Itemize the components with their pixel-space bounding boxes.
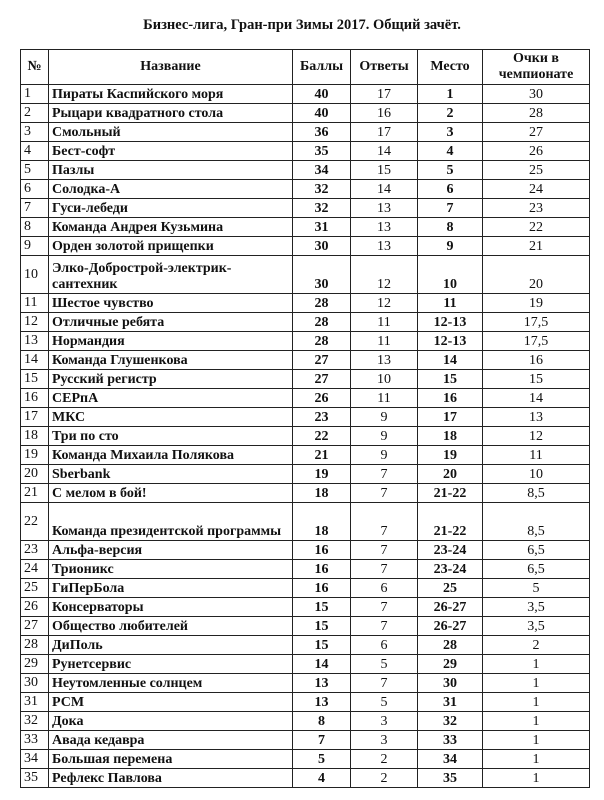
cell-champ: 6,5 xyxy=(483,541,590,560)
cell-name: Трионикс xyxy=(49,560,293,579)
col-header-name: Название xyxy=(49,50,293,85)
cell-name: С мелом в бой! xyxy=(49,484,293,503)
cell-num: 13 xyxy=(21,332,49,351)
cell-name: Общество любителей xyxy=(49,617,293,636)
table-row xyxy=(21,85,590,104)
cell-place: 6 xyxy=(418,180,483,199)
cell-name: ДиПоль xyxy=(49,636,293,655)
cell-points: 15 xyxy=(293,636,351,655)
cell-answers: 2 xyxy=(351,769,418,788)
table-row xyxy=(21,731,590,750)
cell-points: 22 xyxy=(293,427,351,446)
cell-answers: 14 xyxy=(351,142,418,161)
cell-champ: 15 xyxy=(483,370,590,389)
cell-place: 35 xyxy=(418,769,483,788)
cell-name: Рунетсервис xyxy=(49,655,293,674)
page-title: Бизнес-лига, Гран-при Зимы 2017. Общий зачёт. xyxy=(143,17,461,33)
cell-answers: 15 xyxy=(351,161,418,180)
cell-champ: 8,5 xyxy=(483,503,590,541)
cell-place: 30 xyxy=(418,674,483,693)
cell-points: 32 xyxy=(293,199,351,218)
cell-name: Консерваторы xyxy=(49,598,293,617)
cell-place: 26-27 xyxy=(418,617,483,636)
cell-name: Большая перемена xyxy=(49,750,293,769)
cell-place: 4 xyxy=(418,142,483,161)
cell-name: Русский регистр xyxy=(49,370,293,389)
table-row xyxy=(21,712,590,731)
cell-name: МКС xyxy=(49,408,293,427)
cell-num: 23 xyxy=(21,541,49,560)
cell-champ: 17,5 xyxy=(483,332,590,351)
cell-name: Sberbank xyxy=(49,465,293,484)
table-row xyxy=(21,750,590,769)
cell-place: 1 xyxy=(418,85,483,104)
cell-place: 15 xyxy=(418,370,483,389)
table-row xyxy=(21,180,590,199)
cell-name: Солодка-А xyxy=(49,180,293,199)
cell-place: 16 xyxy=(418,389,483,408)
table-row xyxy=(21,199,590,218)
table-row xyxy=(21,484,590,503)
table-row xyxy=(21,142,590,161)
table-row xyxy=(21,218,590,237)
cell-place: 9 xyxy=(418,237,483,256)
cell-num: 16 xyxy=(21,389,49,408)
cell-place: 23-24 xyxy=(418,541,483,560)
cell-place: 17 xyxy=(418,408,483,427)
cell-name: Неутомленные солнцем xyxy=(49,674,293,693)
cell-num: 14 xyxy=(21,351,49,370)
cell-name: Команда Глушенкова xyxy=(49,351,293,370)
cell-points: 32 xyxy=(293,180,351,199)
cell-answers: 3 xyxy=(351,731,418,750)
cell-answers: 11 xyxy=(351,389,418,408)
cell-answers: 9 xyxy=(351,427,418,446)
cell-points: 27 xyxy=(293,351,351,370)
cell-num: 21 xyxy=(21,484,49,503)
table-row xyxy=(21,332,590,351)
cell-points: 28 xyxy=(293,294,351,313)
cell-champ: 5 xyxy=(483,579,590,598)
cell-num: 8 xyxy=(21,218,49,237)
cell-num: 32 xyxy=(21,712,49,731)
cell-answers: 11 xyxy=(351,332,418,351)
cell-place: 19 xyxy=(418,446,483,465)
table-row xyxy=(21,427,590,446)
table-row xyxy=(21,123,590,142)
cell-num: 31 xyxy=(21,693,49,712)
cell-place: 12-13 xyxy=(418,332,483,351)
cell-place: 18 xyxy=(418,427,483,446)
cell-points: 8 xyxy=(293,712,351,731)
cell-place: 20 xyxy=(418,465,483,484)
cell-champ: 16 xyxy=(483,351,590,370)
cell-champ: 30 xyxy=(483,85,590,104)
cell-champ: 28 xyxy=(483,104,590,123)
cell-num: 20 xyxy=(21,465,49,484)
cell-answers: 17 xyxy=(351,123,418,142)
cell-champ: 1 xyxy=(483,655,590,674)
cell-place: 26-27 xyxy=(418,598,483,617)
cell-points: 13 xyxy=(293,674,351,693)
cell-place: 21-22 xyxy=(418,484,483,503)
cell-points: 18 xyxy=(293,484,351,503)
cell-name: ГиПерБола xyxy=(49,579,293,598)
table-row xyxy=(21,161,590,180)
cell-champ: 11 xyxy=(483,446,590,465)
results-table xyxy=(20,49,590,788)
cell-champ: 20 xyxy=(483,256,590,294)
cell-num: 15 xyxy=(21,370,49,389)
cell-points: 40 xyxy=(293,104,351,123)
cell-num: 9 xyxy=(21,237,49,256)
cell-num: 1 xyxy=(21,85,49,104)
cell-answers: 7 xyxy=(351,674,418,693)
cell-champ: 25 xyxy=(483,161,590,180)
cell-champ: 1 xyxy=(483,693,590,712)
cell-name: Отличные ребята xyxy=(49,313,293,332)
cell-place: 5 xyxy=(418,161,483,180)
cell-champ: 1 xyxy=(483,731,590,750)
cell-name: Смольный xyxy=(49,123,293,142)
cell-answers: 5 xyxy=(351,655,418,674)
cell-place: 12-13 xyxy=(418,313,483,332)
table-row xyxy=(21,655,590,674)
cell-name: Пираты Каспийского моря xyxy=(49,85,293,104)
cell-answers: 13 xyxy=(351,237,418,256)
cell-name: Гуси-лебеди xyxy=(49,199,293,218)
cell-place: 29 xyxy=(418,655,483,674)
col-header-answers: Ответы xyxy=(351,50,418,85)
cell-answers: 2 xyxy=(351,750,418,769)
cell-champ: 19 xyxy=(483,294,590,313)
table-row xyxy=(21,636,590,655)
cell-answers: 12 xyxy=(351,256,418,294)
col-header-champ: Очки в чемпионате xyxy=(483,50,590,85)
cell-name: Дока xyxy=(49,712,293,731)
cell-points: 27 xyxy=(293,370,351,389)
cell-num: 28 xyxy=(21,636,49,655)
cell-name: Команда Андрея Кузьмина xyxy=(49,218,293,237)
table-row xyxy=(21,351,590,370)
cell-place: 8 xyxy=(418,218,483,237)
cell-name: СЕРпА xyxy=(49,389,293,408)
cell-place: 10 xyxy=(418,256,483,294)
cell-answers: 6 xyxy=(351,579,418,598)
cell-answers: 13 xyxy=(351,199,418,218)
cell-num: 26 xyxy=(21,598,49,617)
cell-num: 33 xyxy=(21,731,49,750)
cell-place: 7 xyxy=(418,199,483,218)
cell-num: 7 xyxy=(21,199,49,218)
cell-answers: 7 xyxy=(351,503,418,541)
cell-champ: 10 xyxy=(483,465,590,484)
cell-champ: 6,5 xyxy=(483,560,590,579)
table-row xyxy=(21,294,590,313)
cell-champ: 1 xyxy=(483,712,590,731)
cell-answers: 3 xyxy=(351,712,418,731)
cell-num: 3 xyxy=(21,123,49,142)
cell-points: 7 xyxy=(293,731,351,750)
table-row xyxy=(21,370,590,389)
cell-place: 28 xyxy=(418,636,483,655)
cell-num: 19 xyxy=(21,446,49,465)
cell-answers: 13 xyxy=(351,218,418,237)
cell-num: 27 xyxy=(21,617,49,636)
cell-answers: 17 xyxy=(351,85,418,104)
table-row xyxy=(21,541,590,560)
table-row xyxy=(21,446,590,465)
table-header-row xyxy=(21,50,590,85)
cell-place: 32 xyxy=(418,712,483,731)
cell-champ: 23 xyxy=(483,199,590,218)
cell-place: 3 xyxy=(418,123,483,142)
table-row xyxy=(21,408,590,427)
table-row xyxy=(21,579,590,598)
cell-answers: 14 xyxy=(351,180,418,199)
cell-place: 11 xyxy=(418,294,483,313)
table-row xyxy=(21,598,590,617)
table-row xyxy=(21,693,590,712)
col-header-points: Баллы xyxy=(293,50,351,85)
cell-answers: 11 xyxy=(351,313,418,332)
cell-place: 23-24 xyxy=(418,560,483,579)
cell-num: 34 xyxy=(21,750,49,769)
cell-answers: 9 xyxy=(351,408,418,427)
table-row xyxy=(21,465,590,484)
cell-points: 14 xyxy=(293,655,351,674)
cell-points: 13 xyxy=(293,693,351,712)
cell-name: Авада кедавра xyxy=(49,731,293,750)
cell-champ: 14 xyxy=(483,389,590,408)
cell-name: Нормандия xyxy=(49,332,293,351)
cell-points: 15 xyxy=(293,617,351,636)
table-row xyxy=(21,769,590,788)
cell-points: 26 xyxy=(293,389,351,408)
cell-points: 4 xyxy=(293,769,351,788)
table-row xyxy=(21,237,590,256)
cell-place: 31 xyxy=(418,693,483,712)
cell-points: 18 xyxy=(293,503,351,541)
cell-name: Пазлы xyxy=(49,161,293,180)
cell-name: Три по сто xyxy=(49,427,293,446)
cell-answers: 7 xyxy=(351,484,418,503)
col-header-num: № xyxy=(21,50,49,85)
cell-answers: 12 xyxy=(351,294,418,313)
cell-champ: 3,5 xyxy=(483,617,590,636)
cell-name: Команда Михаила Полякова xyxy=(49,446,293,465)
table-row xyxy=(21,617,590,636)
cell-points: 34 xyxy=(293,161,351,180)
cell-champ: 26 xyxy=(483,142,590,161)
cell-points: 16 xyxy=(293,579,351,598)
cell-points: 28 xyxy=(293,332,351,351)
table-row xyxy=(21,256,590,294)
cell-answers: 7 xyxy=(351,617,418,636)
cell-name: Шестое чувство xyxy=(49,294,293,313)
cell-place: 25 xyxy=(418,579,483,598)
cell-champ: 13 xyxy=(483,408,590,427)
cell-num: 4 xyxy=(21,142,49,161)
cell-num: 22 xyxy=(21,503,49,541)
cell-num: 2 xyxy=(21,104,49,123)
cell-champ: 1 xyxy=(483,750,590,769)
cell-name: Бест-софт xyxy=(49,142,293,161)
cell-answers: 5 xyxy=(351,693,418,712)
cell-points: 16 xyxy=(293,560,351,579)
cell-champ: 1 xyxy=(483,674,590,693)
col-header-place: Место xyxy=(418,50,483,85)
cell-points: 19 xyxy=(293,465,351,484)
cell-place: 21-22 xyxy=(418,503,483,541)
cell-num: 35 xyxy=(21,769,49,788)
cell-name: Команда президентской программы xyxy=(49,503,293,541)
cell-points: 31 xyxy=(293,218,351,237)
cell-num: 6 xyxy=(21,180,49,199)
cell-points: 21 xyxy=(293,446,351,465)
cell-place: 34 xyxy=(418,750,483,769)
table-body xyxy=(21,85,590,788)
cell-name: Орден золотой прищепки xyxy=(49,237,293,256)
cell-num: 24 xyxy=(21,560,49,579)
cell-num: 11 xyxy=(21,294,49,313)
cell-place: 2 xyxy=(418,104,483,123)
cell-name: Рыцари квадратного стола xyxy=(49,104,293,123)
cell-place: 14 xyxy=(418,351,483,370)
cell-answers: 7 xyxy=(351,541,418,560)
cell-points: 30 xyxy=(293,237,351,256)
cell-answers: 13 xyxy=(351,351,418,370)
cell-points: 23 xyxy=(293,408,351,427)
cell-name: Рефлекс Павлова xyxy=(49,769,293,788)
table-row xyxy=(21,313,590,332)
cell-champ: 2 xyxy=(483,636,590,655)
cell-champ: 8,5 xyxy=(483,484,590,503)
cell-answers: 6 xyxy=(351,636,418,655)
cell-num: 5 xyxy=(21,161,49,180)
cell-answers: 9 xyxy=(351,446,418,465)
cell-points: 40 xyxy=(293,85,351,104)
cell-champ: 24 xyxy=(483,180,590,199)
cell-num: 17 xyxy=(21,408,49,427)
cell-num: 29 xyxy=(21,655,49,674)
cell-champ: 22 xyxy=(483,218,590,237)
cell-answers: 7 xyxy=(351,598,418,617)
cell-answers: 7 xyxy=(351,465,418,484)
cell-answers: 16 xyxy=(351,104,418,123)
cell-points: 30 xyxy=(293,256,351,294)
cell-points: 16 xyxy=(293,541,351,560)
cell-champ: 17,5 xyxy=(483,313,590,332)
cell-num: 10 xyxy=(21,256,49,294)
table-row xyxy=(21,104,590,123)
cell-answers: 10 xyxy=(351,370,418,389)
cell-points: 5 xyxy=(293,750,351,769)
table-row xyxy=(21,389,590,408)
cell-name: Элко-Добрострой-электрик-сантехник xyxy=(49,256,293,294)
table-row xyxy=(21,560,590,579)
cell-champ: 21 xyxy=(483,237,590,256)
cell-answers: 7 xyxy=(351,560,418,579)
table-row xyxy=(21,674,590,693)
cell-champ: 27 xyxy=(483,123,590,142)
cell-champ: 3,5 xyxy=(483,598,590,617)
cell-champ: 12 xyxy=(483,427,590,446)
cell-num: 25 xyxy=(21,579,49,598)
cell-num: 30 xyxy=(21,674,49,693)
cell-name: Альфа-версия xyxy=(49,541,293,560)
cell-num: 18 xyxy=(21,427,49,446)
cell-place: 33 xyxy=(418,731,483,750)
cell-points: 15 xyxy=(293,598,351,617)
cell-points: 28 xyxy=(293,313,351,332)
cell-name: РСМ xyxy=(49,693,293,712)
table-row xyxy=(21,503,590,541)
cell-points: 35 xyxy=(293,142,351,161)
cell-num: 12 xyxy=(21,313,49,332)
cell-champ: 1 xyxy=(483,769,590,788)
cell-points: 36 xyxy=(293,123,351,142)
